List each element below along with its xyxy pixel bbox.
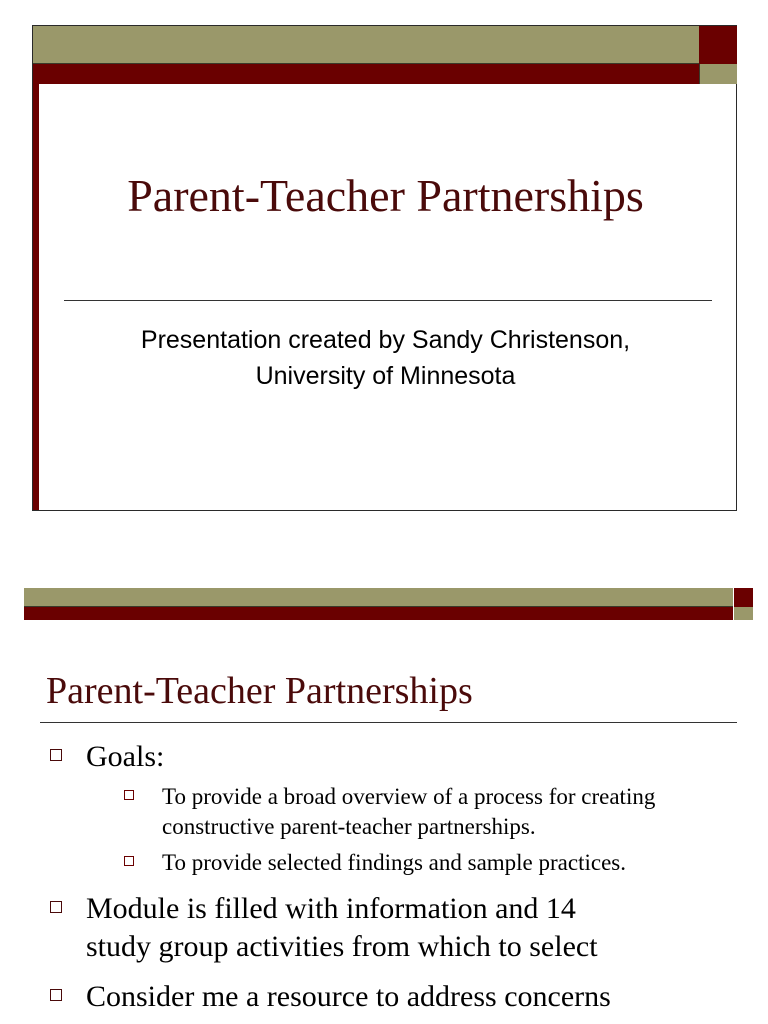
hollow-square-icon [50,989,62,1001]
bullet-text: To provide selected findings and sample practices. [162,850,626,875]
hollow-square-icon [124,790,134,800]
hollow-square-icon [124,856,134,866]
title-divider [64,300,712,301]
title-divider [40,722,737,723]
list-item [48,890,748,966]
bullet-text: Consider me a resource to address concerns [86,980,611,1013]
corner-block-olive [699,64,737,84]
bullet-text: Module is filled with information and 14 [86,892,576,925]
subtitle-line: University of Minnesota [255,362,516,390]
hollow-square-icon [50,901,62,913]
header-band-maroon [33,64,699,84]
bullet-text: To provide a broad overview of a process for creating [162,784,656,809]
slide-subtitle [43,322,728,394]
slide-title: Parent-Teacher Partnerships [46,670,473,712]
corner-block-maroon [699,26,737,64]
hollow-square-icon [50,749,62,761]
header-band-olive [24,588,733,607]
corner-block-maroon [734,588,753,607]
sub-list-item [48,848,748,878]
left-accent-bar [33,84,39,510]
corner-block-olive [734,607,753,620]
header-band-olive [33,26,699,64]
bullet-text: constructive parent-teacher partnerships. [162,814,536,839]
title-slide [32,25,737,511]
content-slide [24,588,768,1024]
slide-title: Parent-Teacher Partnerships [127,170,644,221]
bullet-list [48,738,748,1016]
subtitle-line: Presentation created by Sandy Christenson, [140,326,631,354]
header-band-maroon [24,607,733,620]
sub-list-item [48,782,748,842]
list-item [48,738,748,776]
bullet-text: Goals: [86,740,165,773]
bullet-text: study group activities from which to select [86,930,598,963]
list-item [48,978,748,1016]
